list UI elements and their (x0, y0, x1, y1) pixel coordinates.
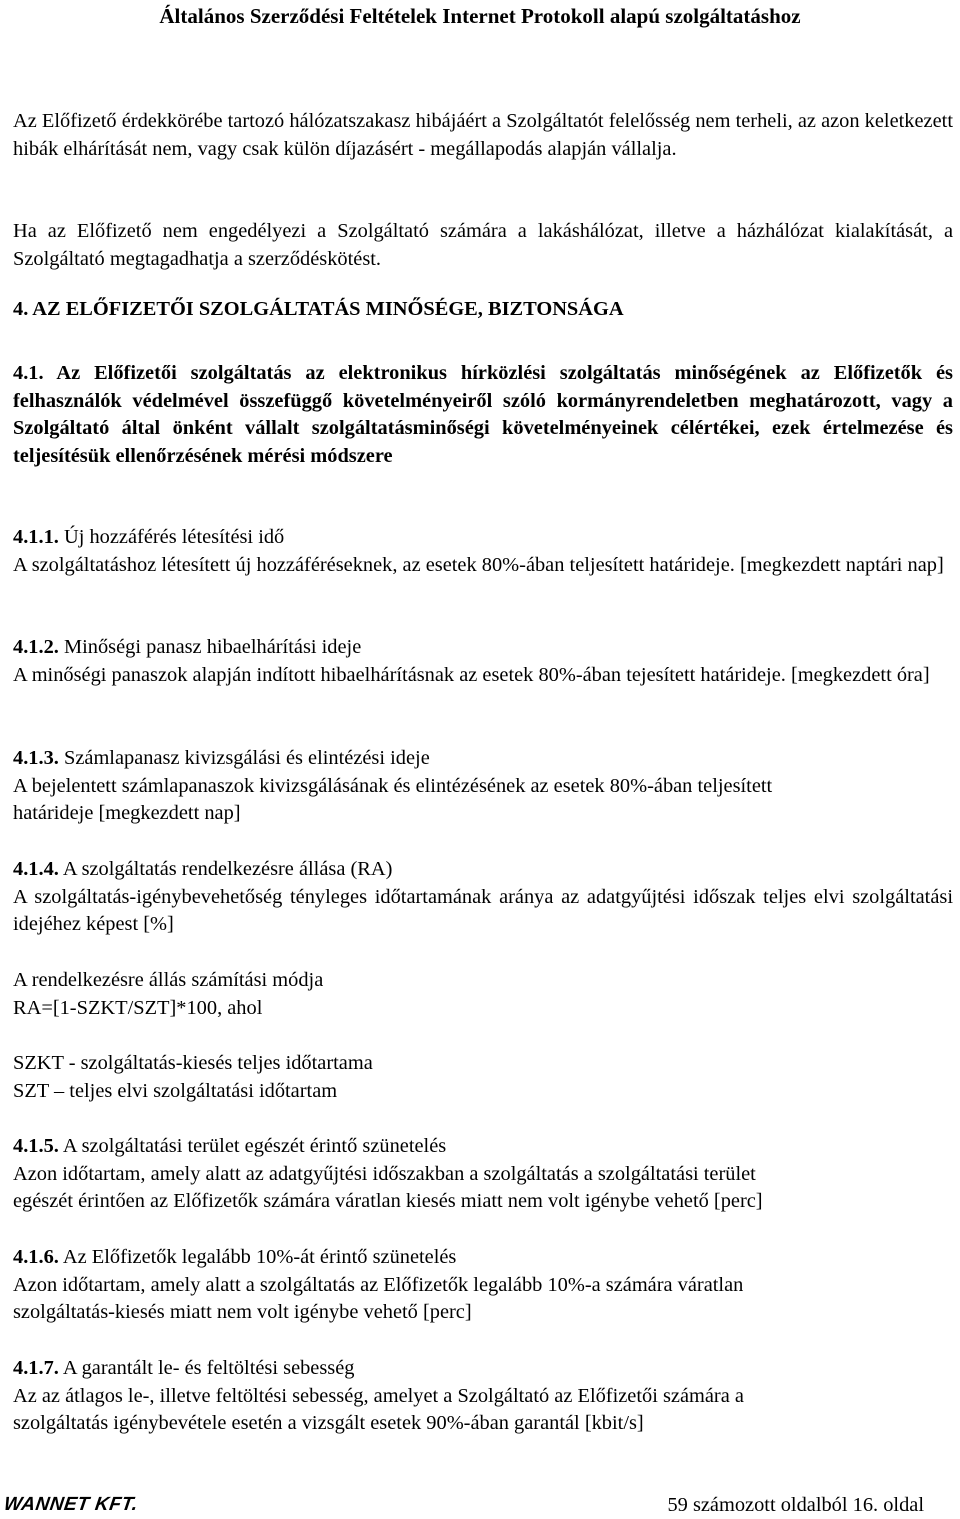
availability-formula: RA=[1-SZKT/SZT]*100, ahol (13, 996, 263, 1019)
section-4-1-5-title: A szolgáltatási terület egészét érintő szünetelés (62, 1135, 447, 1157)
section-4-1-2-body: A minőségi panaszok alapján indított hibaelhárításnak az esetek 80%-ában tejesített határideje. [megkezdett óra] (13, 663, 930, 686)
section-4-1-7-body-line-1: Az az átlagos le-, illetve feltöltési sebesség, amelyet a Szolgáltató az Előfizetői számára a (13, 1384, 744, 1407)
section-4-1-2-title: Minőségi panasz hibaelhárítási ideje (64, 636, 362, 658)
section-4-1-7 (13, 1355, 953, 1438)
section-4-1-7-title: A garantált le- és feltöltési sebesség (62, 1357, 355, 1379)
page-header-title: Általános Szerződési Feltételek Internet Protokoll alapú szolgáltatáshoz (159, 4, 801, 28)
section-4-1-4-body: A szolgáltatás-igénybevehetőség tényleges időtartamának aránya az adatgyűjtési időszak teljes elvi szolgáltatási idejéhez képest [%] (13, 885, 953, 936)
page-number: 59 számozott oldalból 16. oldal (667, 1494, 924, 1516)
section-4-1-1 (13, 524, 953, 579)
section-4-1-1-number: 4.1.1. (13, 526, 59, 548)
section-4-1-2-number: 4.1.2. (13, 636, 59, 658)
section-4-1-6-body-line-2: szolgáltatás-kiesés miatt nem volt igénybe vehető [perc] (13, 1301, 472, 1324)
section-4-1-5-body-line-2: egészét érintően az Előfizetők számára váratlan kiesés miatt nem volt igénybe vehető [perc] (13, 1190, 763, 1213)
section-4-1-5 (13, 1133, 953, 1216)
section-4-1-7-title-line (13, 1355, 953, 1383)
section-4-1-3-title: Számlapanasz kivizsgálási és elintézési ideje (64, 747, 430, 769)
section-4-1-5-body-line-1: Azon időtartam, amely alatt az adatgyűjtési időszakban a szolgáltatás a szolgáltatási terület (13, 1162, 756, 1185)
section-4-1-1-body: A szolgáltatáshoz létesített új hozzáféréseknek, az esetek 80%-ában teljesített határideje. [megkezdett naptári nap] (13, 553, 944, 576)
section-heading: 4. AZ ELŐFIZETŐI SZOLGÁLTATÁS MINŐSÉGE, BIZTONSÁGA (13, 298, 624, 320)
section-4-1-3-body-line-1: A bejelentett számlapanaszok kivizsgálásának és elintézésének az esetek 80%-ában teljesített (13, 774, 773, 797)
intro-paragraph-2: Ha az Előfizető nem engedélyezi a Szolgáltató számára a lakáshálózat, illetve a házhálózat kialakítását, a Szolgáltató megtagadhatja a szerződéskötést. (13, 220, 953, 270)
intro-paragraph-1: Az Előfizető érdekkörébe tartozó hálózatszakasz hibájáért a Szolgáltatót felelősség nem terheli, az azon keletkezett hibák elhárítását nem, vagy csak külön díjazásért - megállapodás alapján vállalja. (13, 110, 953, 160)
section-4-1-5-title-line (13, 1133, 953, 1161)
availability-calculation-label: A rendelkezésre állás számítási módja (13, 969, 324, 991)
availability-calculation (13, 967, 953, 1022)
section-4-1-paragraph: 4.1. Az Előfizetői szolgáltatás az elektronikus hírközlési szolgáltatás minőségének az Előfizetők és felhasználók védelmével összefüggő követelményeiről szóló kormányrendeletben meghatározott, vagy a Szolgáltató által önként vállalt szolgáltatásminőségi követelményeinek célértékei, ezek értelmezése és teljesítésük ellenőrzésének mérési módszere (13, 362, 953, 467)
section-4-1-1-title-line (13, 524, 953, 552)
definition-szt: SZT – teljes elvi szolgáltatási időtartam (13, 1079, 338, 1102)
section-4-1-5-number: 4.1.5. (13, 1135, 59, 1157)
section-4-1-3-body-line-2: határideje [megkezdett nap] (13, 802, 241, 825)
availability-definitions (13, 1050, 953, 1105)
section-4-1-4-number: 4.1.4. (13, 858, 59, 880)
definition-szkt: SZKT - szolgáltatás-kiesés teljes időtartama (13, 1052, 373, 1074)
section-4-1-6-title: Az Előfizetők legalább 10%-át érintő szünetelés (62, 1246, 457, 1268)
section-4-1-7-body-line-2: szolgáltatás igénybevétele esetén a vizsgált esetek 90%-ában garantál [kbit/s] (13, 1412, 644, 1435)
section-4-1-3-title-line (13, 745, 953, 773)
section-4-1-6-body-line-1: Azon időtartam, amely alatt a szolgáltatás az Előfizetők legalább 10%-a számára váratlan (13, 1273, 744, 1296)
section-4-1-6 (13, 1244, 953, 1327)
section-4-1-1-title: Új hozzáférés létesítési idő (64, 526, 285, 548)
section-4-1-6-number: 4.1.6. (13, 1246, 59, 1268)
company-logo: WANNET KFT. (2, 1494, 140, 1515)
section-4-1-3-number: 4.1.3. (13, 747, 59, 769)
section-4-1-4-title-line (13, 856, 953, 884)
section-4-1-2 (13, 634, 953, 689)
section-4-1-2-title-line (13, 634, 953, 662)
section-4-1-4-title: A szolgáltatás rendelkezésre állása (RA) (62, 858, 393, 880)
section-4-1-6-title-line (13, 1244, 953, 1272)
section-4-1-4 (13, 856, 953, 939)
section-4-1-7-number: 4.1.7. (13, 1357, 59, 1379)
section-4-1-3 (13, 745, 953, 828)
